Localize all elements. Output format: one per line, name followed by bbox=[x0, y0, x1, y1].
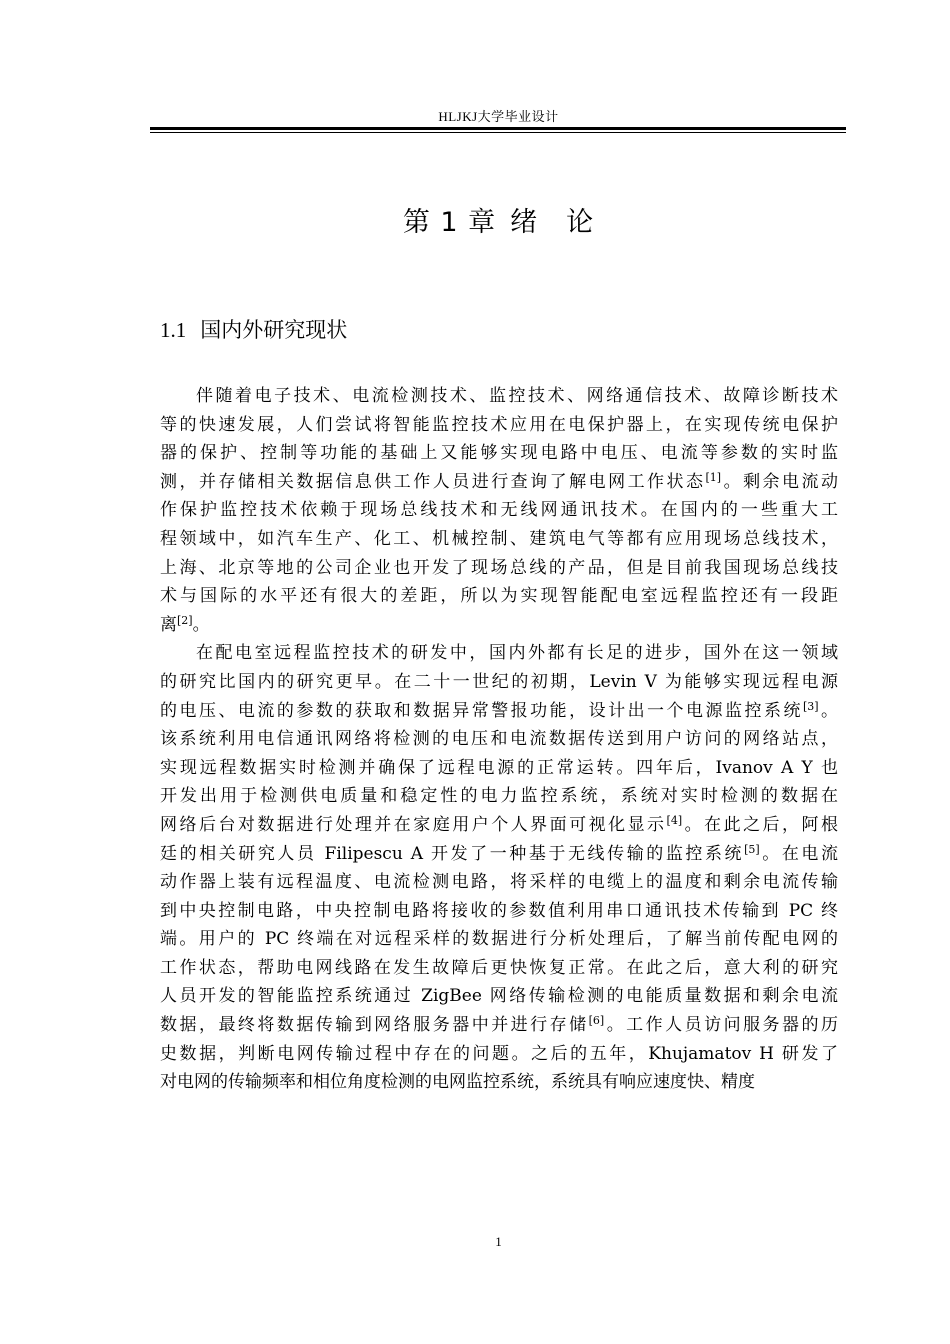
paragraph-line: 在配电室远程监控技术的研发中，国内外都有长足的进步，国外在这一领域 bbox=[196, 643, 838, 664]
chapter-title-part1: 绪 bbox=[510, 207, 539, 238]
header-rule-thick bbox=[150, 127, 846, 130]
paragraph-line bbox=[160, 840, 838, 869]
line-text: 测，并存储相关数据信息供工作人员进行查询了解电网工作状态 bbox=[160, 471, 706, 492]
chapter-title-part2: 论 bbox=[566, 207, 595, 238]
section-title: 国内外研究现状 bbox=[200, 318, 348, 342]
body-text bbox=[160, 382, 838, 1097]
running-header: HLJKJ大学毕业设计 bbox=[438, 109, 559, 124]
section-number: 1.1 bbox=[160, 318, 187, 342]
paragraph-line: 伴随着电子技术、电流检测技术、监控技术、网络通信技术、故障诊断技术 bbox=[196, 386, 838, 406]
line-text: 。在此之后，阿根 bbox=[682, 814, 838, 835]
paragraph-line: 人员开发的智能监控系统通过 ZigBee 网络传输检测的电能质量数据和剩余电流 bbox=[160, 986, 838, 1007]
citation-ref: [3] bbox=[802, 699, 819, 713]
line-text: 网络后台对数据进行处理并在家庭用户个人界面可视化显示 bbox=[160, 814, 667, 835]
paragraph-line: 对电网的传输频率和相位角度检测的电网监控系统，系统具有响应速度快、精度 bbox=[160, 1072, 755, 1093]
paragraph-line: 等的快速发展，人们尝试将智能监控技术应用在电保护器上，在实现传统电保护 bbox=[160, 414, 838, 435]
line-text: 。 bbox=[192, 614, 210, 635]
paragraph-line: 上海、北京等地的公司企业也开发了现场总线的产品，但是目前我国现场总线技 bbox=[160, 557, 838, 578]
line-text: 廷的相关研究人员 Filipescu A 开发了一种基于无线传输的监控系统 bbox=[160, 843, 745, 864]
paragraph-line: 程领域中，如汽车生产、化工、机械控制、建筑电气等都有应用现场总线技术， bbox=[160, 528, 838, 549]
citation-ref: [4] bbox=[666, 813, 683, 827]
paragraph-line: 工作状态，帮助电网线路在发生故障后更快恢复正常。在此之后，意大利的研究 bbox=[160, 957, 838, 978]
paragraph-line: 端。用户的 PC 终端在对远程采样的数据进行分析处理后，了解当前传配电网的 bbox=[160, 929, 838, 950]
paragraph-line: 该系统利用电信通讯网络将检测的电压和电流数据传送到用户访问的网络站点， bbox=[160, 729, 838, 750]
citation-ref: [1] bbox=[705, 470, 722, 484]
line-text: 。工作人员访问服务器的历 bbox=[604, 1015, 838, 1036]
citation-ref: [2] bbox=[177, 613, 193, 627]
paragraph-line: 动作器上装有远程温度、电流检测电路，将采样的电缆上的温度和剩余电流传输 bbox=[160, 872, 838, 893]
header-rule-thin bbox=[150, 132, 846, 133]
paragraph-line: 开发出用于检测供电质量和稳定性的电力监控系统，系统对实时检测的数据在 bbox=[160, 786, 838, 807]
line-text: 数据，最终将数据传输到网络服务器中并进行存储 bbox=[160, 1015, 589, 1036]
section-heading bbox=[160, 314, 347, 344]
paragraph-line bbox=[160, 697, 838, 726]
paragraph-line: 的研究比国内的研究更早。在二十一世纪的初期，Levin V 为能够实现远程电源 bbox=[160, 671, 838, 692]
paragraph-line bbox=[160, 811, 838, 840]
line-text: 。剩余电流动 bbox=[721, 471, 838, 492]
paragraph-line bbox=[160, 1011, 838, 1040]
paragraph-line: 史数据，判断电网传输过程中存在的问题。之后的五年，Khujamatov H 研发了 bbox=[160, 1043, 838, 1064]
paragraph-line: 作保护监控技术依赖于现场总线技术和无线网通讯技术。在国内的一些重大工 bbox=[160, 500, 838, 521]
line-text: 。 bbox=[818, 700, 838, 721]
paragraph-line: 器的保护、控制等功能的基础上又能够实现电路中电压、电流等参数的实时监 bbox=[160, 443, 838, 464]
citation-ref: [6] bbox=[588, 1014, 605, 1028]
page-number: 1 bbox=[495, 1234, 502, 1249]
line-text: 的电压、电流的参数的获取和数据异常警报功能，设计出一个电源监控系统 bbox=[160, 700, 803, 721]
paragraph-line: 到中央控制电路，中央控制电路将接收的参数值利用串口通讯技术传输到 PC 终 bbox=[160, 900, 838, 921]
paragraph-line bbox=[160, 468, 838, 497]
chapter-number-label: 第 1 章 bbox=[402, 207, 497, 238]
line-text: 。在电流 bbox=[759, 843, 838, 864]
citation-ref: [5] bbox=[744, 842, 760, 856]
paragraph-line: 实现远程数据实时检测并确保了远程电源的正常运转。四年后，Ivanov A Y 也 bbox=[160, 757, 838, 778]
paragraph-line: 术与国际的水平还有很大的差距，所以为实现智能配电室远程监控还有一段距 bbox=[160, 586, 838, 607]
paragraph-line bbox=[160, 611, 838, 640]
chapter-title bbox=[0, 200, 950, 239]
line-text: 离 bbox=[160, 614, 177, 635]
